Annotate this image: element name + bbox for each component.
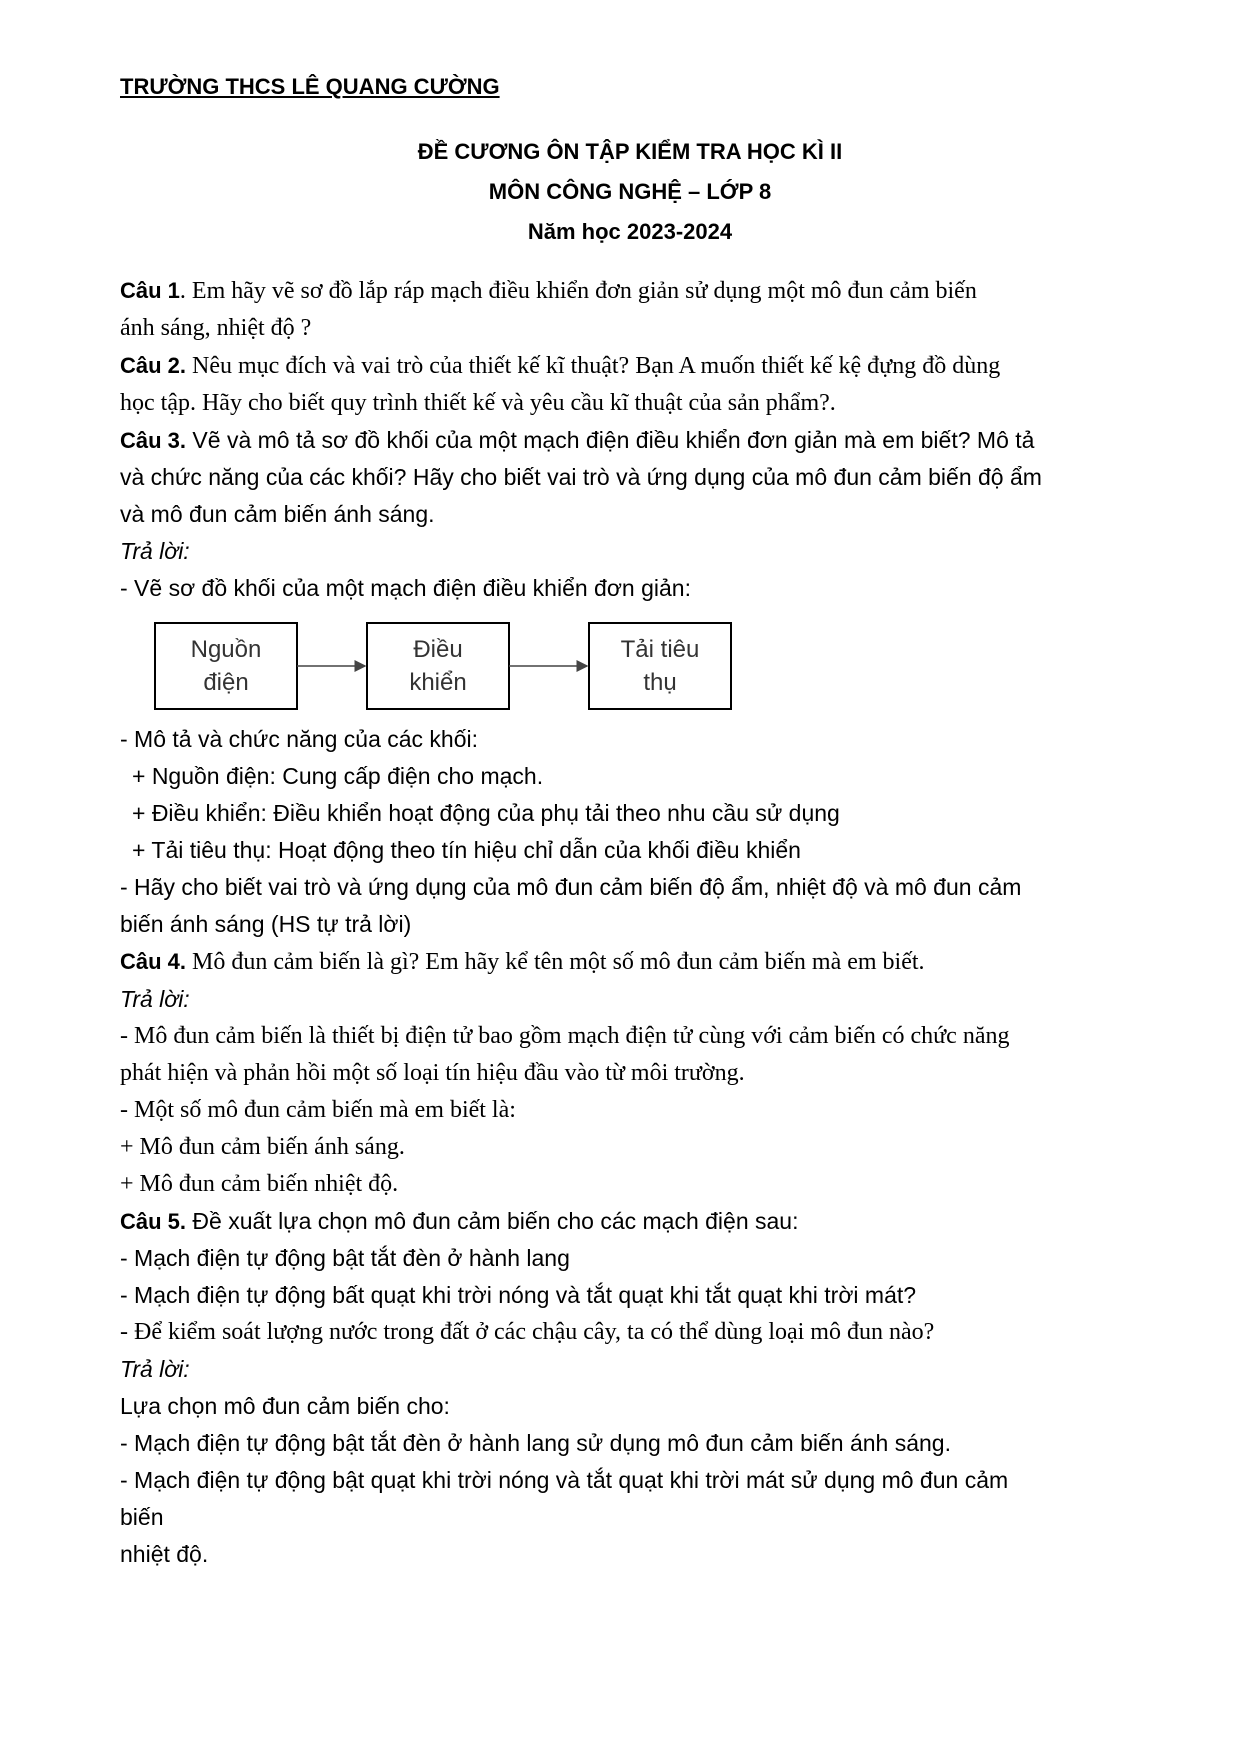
question-4-text: Mô đun cảm biến là gì? Em hãy kể tên một số mô đun cảm biến mà em biết.	[186, 949, 925, 975]
block-2-label-line1: Điều	[413, 636, 463, 663]
question-3-label: Câu 3.	[120, 428, 187, 453]
question-5-label: Câu 5.	[120, 1209, 187, 1234]
question-1-text-cont: ánh sáng, nhiệt độ ?	[120, 315, 312, 341]
question-5-item: - Mạch điện tự động bất quạt khi trời nóng và tắt quạt khi tắt quạt khi trời mát?	[120, 1282, 917, 1308]
answer-line: + Nguồn điện: Cung cấp điện cho mạch.	[132, 763, 544, 789]
block-diagram	[120, 611, 1140, 721]
question-5-text: Đề xuất lựa chọn mô đun cảm biến cho các mạch điện sau:	[186, 1208, 799, 1234]
question-1	[120, 272, 1140, 310]
answer-line: phát hiện và phản hồi một số loại tín hiệu đầu vào từ môi trường.	[120, 1060, 745, 1086]
question-2	[120, 347, 1140, 385]
answer-line: - Mô đun cảm biến là thiết bị điện tử bao gồm mạch điện tử cùng với cảm biến có chức năng	[120, 1023, 1010, 1049]
answer-label: Trả lời:	[120, 986, 190, 1012]
answer-line: + Mô đun cảm biến ánh sáng.	[120, 1134, 405, 1160]
question-3-text: Vẽ và mô tả sơ đồ khối của một mạch điện điều khiển đơn giản mà em biết? Mô tả	[186, 427, 1035, 453]
question-4-label: Câu 4.	[120, 949, 187, 974]
question-1-label: Câu 1	[120, 278, 180, 303]
block-2-label-line2: khiển	[409, 669, 467, 696]
answer-line: biến ánh sáng (HS tự trả lời)	[120, 911, 412, 937]
question-2-text: Nêu mục đích và vai trò của thiết kế kĩ thuật? Bạn A muốn thiết kế kệ đựng đồ dùng	[186, 353, 1001, 379]
block-1-label-line1: Nguồn	[190, 636, 262, 663]
answer-line: nhiệt độ.	[120, 1541, 209, 1567]
answer-line: biến	[120, 1504, 164, 1530]
question-2-label: Câu 2.	[120, 353, 187, 378]
school-year: Năm học 2023-2024	[527, 219, 733, 244]
question-4	[120, 943, 1140, 981]
question-2-text-cont: học tập. Hãy cho biết quy trình thiết kế và yêu cầu kĩ thuật của sản phẩm?.	[120, 390, 836, 416]
answer-line: + Tải tiêu thụ: Hoạt động theo tín hiệu chỉ dẫn của khối điều khiển	[132, 837, 801, 863]
answer-label: Trả lời:	[120, 538, 190, 564]
title-block	[120, 132, 1140, 252]
question-5-item: - Mạch điện tự động bật tắt đèn ở hành lang	[120, 1245, 570, 1271]
answer-line: - Mạch điện tự động bật tắt đèn ở hành lang sử dụng mô đun cảm biến ánh sáng.	[120, 1430, 951, 1456]
answer-line: - Vẽ sơ đồ khối của một mạch điện điều khiển đơn giản:	[120, 575, 691, 601]
answer-label: Trả lời:	[120, 1356, 190, 1382]
question-5	[120, 1203, 1140, 1240]
answer-line: - Hãy cho biết vai trò và ứng dụng của mô đun cảm biến độ ẩm, nhiệt độ và mô đun cảm	[120, 874, 1022, 900]
answer-line: - Một số mô đun cảm biến mà em biết là:	[120, 1097, 516, 1123]
answer-line: + Mô đun cảm biến nhiệt độ.	[120, 1171, 399, 1197]
document-title: ĐỀ CƯƠNG ÔN TẬP KIỂM TRA HỌC KÌ II	[417, 139, 843, 164]
question-5-item: - Để kiểm soát lượng nước trong đất ở các chậu cây, ta có thể dùng loại mô đun nào?	[120, 1319, 935, 1345]
question-3	[120, 422, 1140, 459]
answer-line: - Mạch điện tự động bật quạt khi trời nóng và tắt quạt khi trời mát sử dụng mô đun cảm	[120, 1467, 1009, 1493]
question-1-text: . Em hãy vẽ sơ đồ lắp ráp mạch điều khiển đơn giản sử dụng một mô đun cảm biến	[179, 278, 977, 304]
question-3-text-cont-2: và mô đun cảm biến ánh sáng.	[120, 501, 435, 527]
document-page	[120, 72, 1140, 1573]
subject-title: MÔN CÔNG NGHỆ – LỚP 8	[488, 179, 772, 204]
block-3-label-line2: thụ	[643, 669, 677, 696]
question-3-text-cont: và chức năng của các khối? Hãy cho biết vai trò và ứng dụng của mô đun cảm biến độ ẩm	[120, 464, 1042, 490]
school-name: TRƯỜNG THCS LÊ QUANG CƯỜNG	[120, 74, 500, 99]
block-diagram-svg	[120, 611, 740, 721]
block-1-label-line2: điện	[203, 669, 249, 696]
block-3-label-line1: Tải tiêu	[620, 636, 700, 663]
answer-line: + Điều khiển: Điều khiển hoạt động của phụ tải theo nhu cầu sử dụng	[132, 800, 840, 826]
answer-line: - Mô tả và chức năng của các khối:	[120, 726, 479, 752]
answer-line: Lựa chọn mô đun cảm biến cho:	[120, 1393, 450, 1419]
